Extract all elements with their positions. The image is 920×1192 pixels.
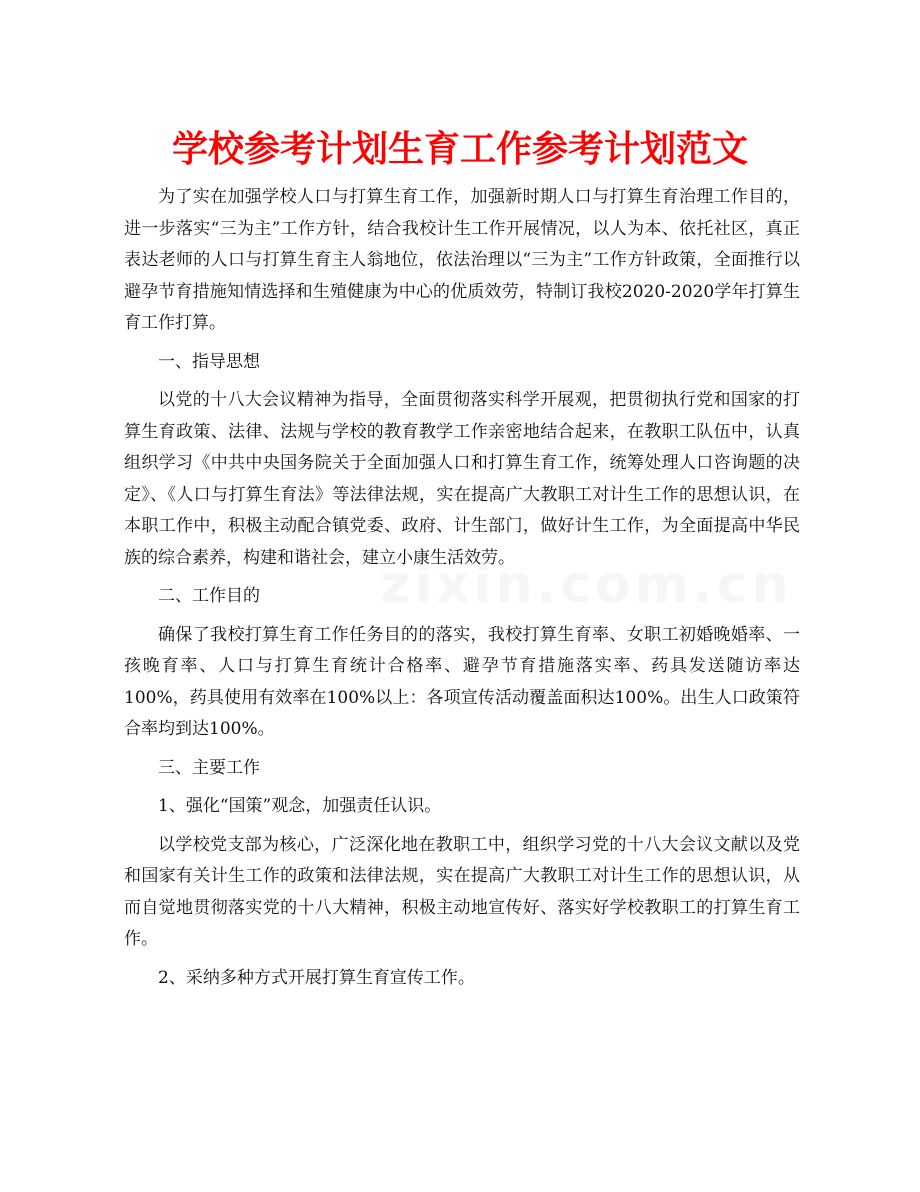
watermark: zixin.com.cn [380,555,793,615]
guiding-thought-paragraph: 以党的十八大会议精神为指导，全面贯彻落实科学开展观，把贯彻执行党和国家的打算生育政策、法律、法规与学校的教育教学工作亲密地结合起来，在教职工队伍中，认真组织学习《中共中央国务院关于全面加强人口和打算生育工作，统筹处理人口咨询题的决定》、《人口与打算生育法》等法律法规，实在提高广大教职工对计生工作的思想认识，在本职工作中，积极主动配合镇党委、政府、计生部门，做好计生工作，为全面提高中华民族的综合素养，构建和谐社会，建立小康生活效劳。 [124,390,800,568]
main-work-item-2-heading: 2、采纳多种方式开展打算生育宣传工作。 [158,967,475,988]
main-work-item-1-paragraph: 以学校党支部为核心，广泛深化地在教职工中，组织学习党的十八大会议文献以及党和国家有关计生工作的政策和法律法规，实在提高广大教职工对计生工作的思想认识，从而自觉地贯彻落实党的十八大精神，积极主动地宣传好、落实好学校教职工的打算生育工作。 [124,834,800,949]
section-heading-work-goals: 二、工作目的 [158,586,260,606]
main-work-item-1-heading: 1、强化“国策”观念，加强责任认识。 [158,796,442,816]
section-heading-guiding-thought: 一、指导思想 [158,351,260,372]
work-goals-paragraph: 确保了我校打算生育工作任务目的的落实，我校打算生育率、女职工初婚晚婚率、一孩晚育率、人口与打算生育统计合格率、避孕节育措施落实率、药具发送随访率达100%，药具使用有效率在100%以上：各项宣传活动覆盖面积达100%。出生人口政策符合率均到达100%。 [124,624,800,739]
document-title: 学校参考计划生育工作参考计划范文 [171,129,748,170]
document-body [124,182,800,994]
section-heading-main-work: 三、主要工作 [158,757,260,778]
intro-paragraph: 为了实在加强学校人口与打算生育工作，加强新时期人口与打算生育治理工作目的，进一步落实“三为主”工作方针，结合我校计生工作开展情况，以人为本、依托社区，真正表达老师的人口与打算生育主人翁地位，依法治理以“三为主”工作方针政策，全面推行以避孕节育措施知情选择和生殖健康为中心的优质效劳，特制订我校2020-2020学年打算生育工作打算。 [124,187,800,333]
